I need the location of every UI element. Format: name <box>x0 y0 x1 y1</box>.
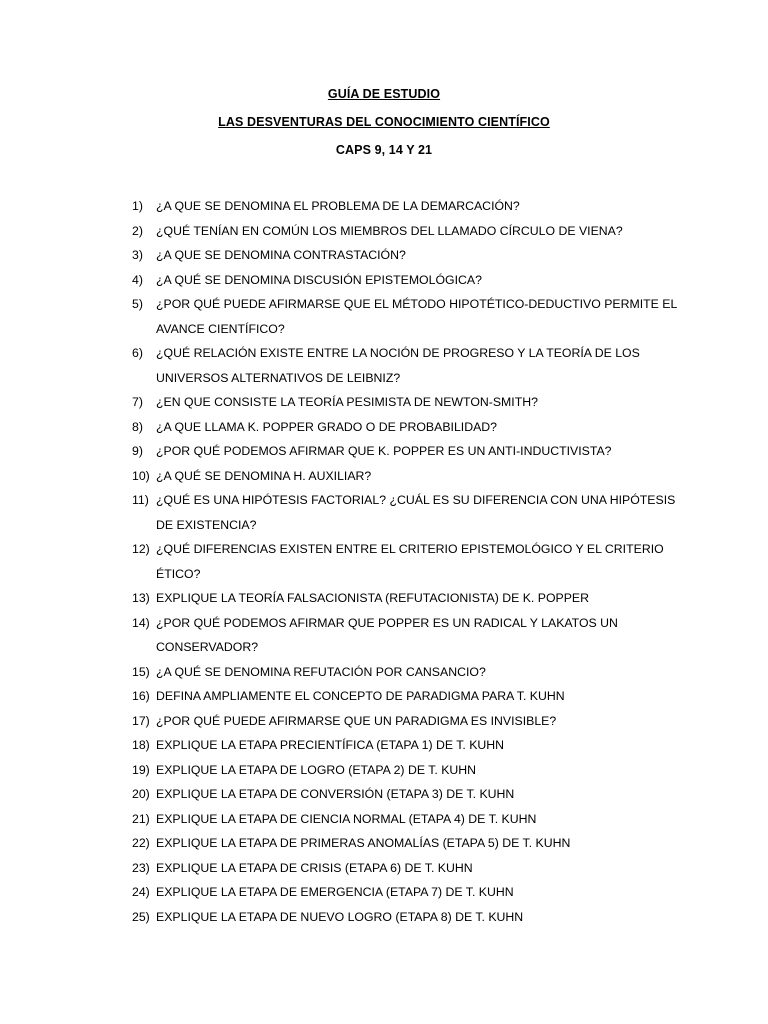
question-text-line: UNIVERSOS ALTERNATIVOS DE LEIBNIZ? <box>156 370 401 385</box>
question-text-line: ¿QUÉ RELACIÓN EXISTE ENTRE LA NOCIÓN DE PROGRESO Y LA TEORÍA DE LOS <box>156 346 640 360</box>
question-number: 18) <box>132 738 150 752</box>
question-number: 22) <box>132 836 150 850</box>
question-item <box>0 880 768 905</box>
question-number: 21) <box>132 811 150 826</box>
question-number: 15) <box>132 664 150 679</box>
question-item <box>0 684 768 709</box>
question-text-line: ¿QUÉ ES UNA HIPÓTESIS FACTORIAL? ¿CUÁL ES SU DIFERENCIA CON UNA HIPÓTESIS <box>156 493 676 507</box>
question-item <box>0 782 768 807</box>
question-number: 1) <box>132 199 143 213</box>
question-text-line: ¿EN QUE CONSISTE LA TEORÍA PESIMISTA DE NEWTON-SMITH? <box>156 395 538 409</box>
question-number: 10) <box>132 468 150 483</box>
document-subtitle: LAS DESVENTURAS DEL CONOCIMIENTO CIENTÍFICO <box>218 115 550 129</box>
question-item <box>0 439 768 464</box>
question-text-line: EXPLIQUE LA ETAPA DE CRISIS (ETAPA 6) DE T. KUHN <box>156 860 473 875</box>
question-number: 23) <box>132 860 150 875</box>
question-item <box>0 194 768 219</box>
question-item <box>0 905 768 930</box>
question-item <box>0 758 768 783</box>
question-item <box>0 660 768 685</box>
question-item <box>0 807 768 832</box>
question-text-line: ¿A QUÉ SE DENOMINA H. AUXILIAR? <box>156 468 372 483</box>
question-text-line: EXPLIQUE LA ETAPA DE LOGRO (ETAPA 2) DE T. KUHN <box>156 762 477 777</box>
question-item <box>0 733 768 758</box>
question-number: 2) <box>132 223 143 238</box>
question-number: 9) <box>132 444 143 458</box>
question-number: 24) <box>132 885 150 899</box>
question-text-line: ¿QUÉ TENÍAN EN COMÚN LOS MIEMBROS DEL LLAMADO CÍRCULO DE VIENA? <box>156 223 623 238</box>
question-text-line: EXPLIQUE LA ETAPA DE CIENCIA NORMAL (ETAPA 4) DE T. KUHN <box>156 811 537 826</box>
question-item <box>0 611 768 660</box>
question-text-line: ÉTICO? <box>156 566 201 581</box>
question-item <box>0 831 768 856</box>
question-number: 12) <box>132 542 150 556</box>
question-number: 19) <box>132 762 150 777</box>
question-item <box>0 341 768 390</box>
question-list <box>0 194 768 929</box>
question-text-line: DE EXISTENCIA? <box>156 517 257 532</box>
question-number: 5) <box>132 297 143 311</box>
question-item <box>0 464 768 489</box>
question-text-line: ¿A QUE LLAMA K. POPPER GRADO O DE PROBABILIDAD? <box>156 419 497 434</box>
question-item <box>0 292 768 341</box>
question-text-line: ¿QUÉ DIFERENCIAS EXISTEN ENTRE EL CRITERIO EPISTEMOLÓGICO Y EL CRITERIO <box>156 542 664 556</box>
question-item <box>0 537 768 586</box>
question-text-line: ¿POR QUÉ PODEMOS AFIRMAR QUE POPPER ES UN RADICAL Y LAKATOS UN <box>156 615 618 630</box>
question-text-line: EXPLIQUE LA ETAPA DE CONVERSIÓN (ETAPA 3) DE T. KUHN <box>156 787 515 801</box>
question-text-line: ¿POR QUÉ PUEDE AFIRMARSE QUE EL MÉTODO HIPOTÉTICO-DEDUCTIVO PERMITE EL <box>156 297 678 311</box>
question-text-line: DEFINA AMPLIAMENTE EL CONCEPTO DE PARADIGMA PARA T. KUHN <box>156 689 565 703</box>
question-text-line: EXPLIQUE LA ETAPA DE EMERGENCIA (ETAPA 7) DE T. KUHN <box>156 885 514 899</box>
question-text-line: ¿A QUE SE DENOMINA CONTRASTACIÓN? <box>156 248 406 262</box>
question-text-line: EXPLIQUE LA ETAPA DE PRIMERAS ANOMALÍAS (ETAPA 5) DE T. KUHN <box>156 836 571 850</box>
question-item <box>0 488 768 537</box>
question-number: 20) <box>132 787 150 801</box>
question-item <box>0 243 768 268</box>
question-item <box>0 219 768 244</box>
question-number: 16) <box>132 689 150 703</box>
question-number: 25) <box>132 909 150 924</box>
question-text-line: CONSERVADOR? <box>156 640 259 654</box>
question-text-line: ¿A QUÉ SE DENOMINA DISCUSIÓN EPISTEMOLÓGICA? <box>156 272 482 287</box>
question-text-line: ¿POR QUÉ PODEMOS AFIRMAR QUE K. POPPER ES UN ANTI-INDUCTIVISTA? <box>156 444 612 458</box>
question-number: 14) <box>132 615 150 630</box>
question-text-line: AVANCE CIENTÍFICO? <box>156 321 285 336</box>
question-number: 11) <box>132 493 149 507</box>
question-text-line: ¿POR QUÉ PUEDE AFIRMARSE QUE UN PARADIGMA ES INVISIBLE? <box>156 713 557 728</box>
question-text-line: ¿A QUE SE DENOMINA EL PROBLEMA DE LA DEMARCACIÓN? <box>156 199 520 213</box>
question-text-line: EXPLIQUE LA ETAPA PRECIENTÍFICA (ETAPA 1) DE T. KUHN <box>156 738 505 752</box>
question-item <box>0 586 768 611</box>
question-text-line: EXPLIQUE LA ETAPA DE NUEVO LOGRO (ETAPA 8) DE T. KUHN <box>156 909 524 924</box>
question-text-line: EXPLIQUE LA TEORÍA FALSACIONISTA (REFUTACIONISTA) DE K. POPPER <box>156 591 590 605</box>
question-item <box>0 415 768 440</box>
question-item <box>0 390 768 415</box>
question-number: 4) <box>132 272 143 287</box>
question-item <box>0 856 768 881</box>
question-number: 7) <box>132 395 143 409</box>
chapters-label: CAPS 9, 14 Y 21 <box>335 143 433 157</box>
question-number: 3) <box>132 248 143 262</box>
question-item <box>0 709 768 734</box>
question-number: 17) <box>132 713 150 728</box>
question-number: 6) <box>132 346 143 360</box>
document-title: GUÍA DE ESTUDIO <box>327 87 441 101</box>
question-number: 13) <box>132 591 150 605</box>
question-item <box>0 268 768 293</box>
question-number: 8) <box>132 419 143 434</box>
question-text-line: ¿A QUÉ SE DENOMINA REFUTACIÓN POR CANSANCIO? <box>156 664 486 679</box>
